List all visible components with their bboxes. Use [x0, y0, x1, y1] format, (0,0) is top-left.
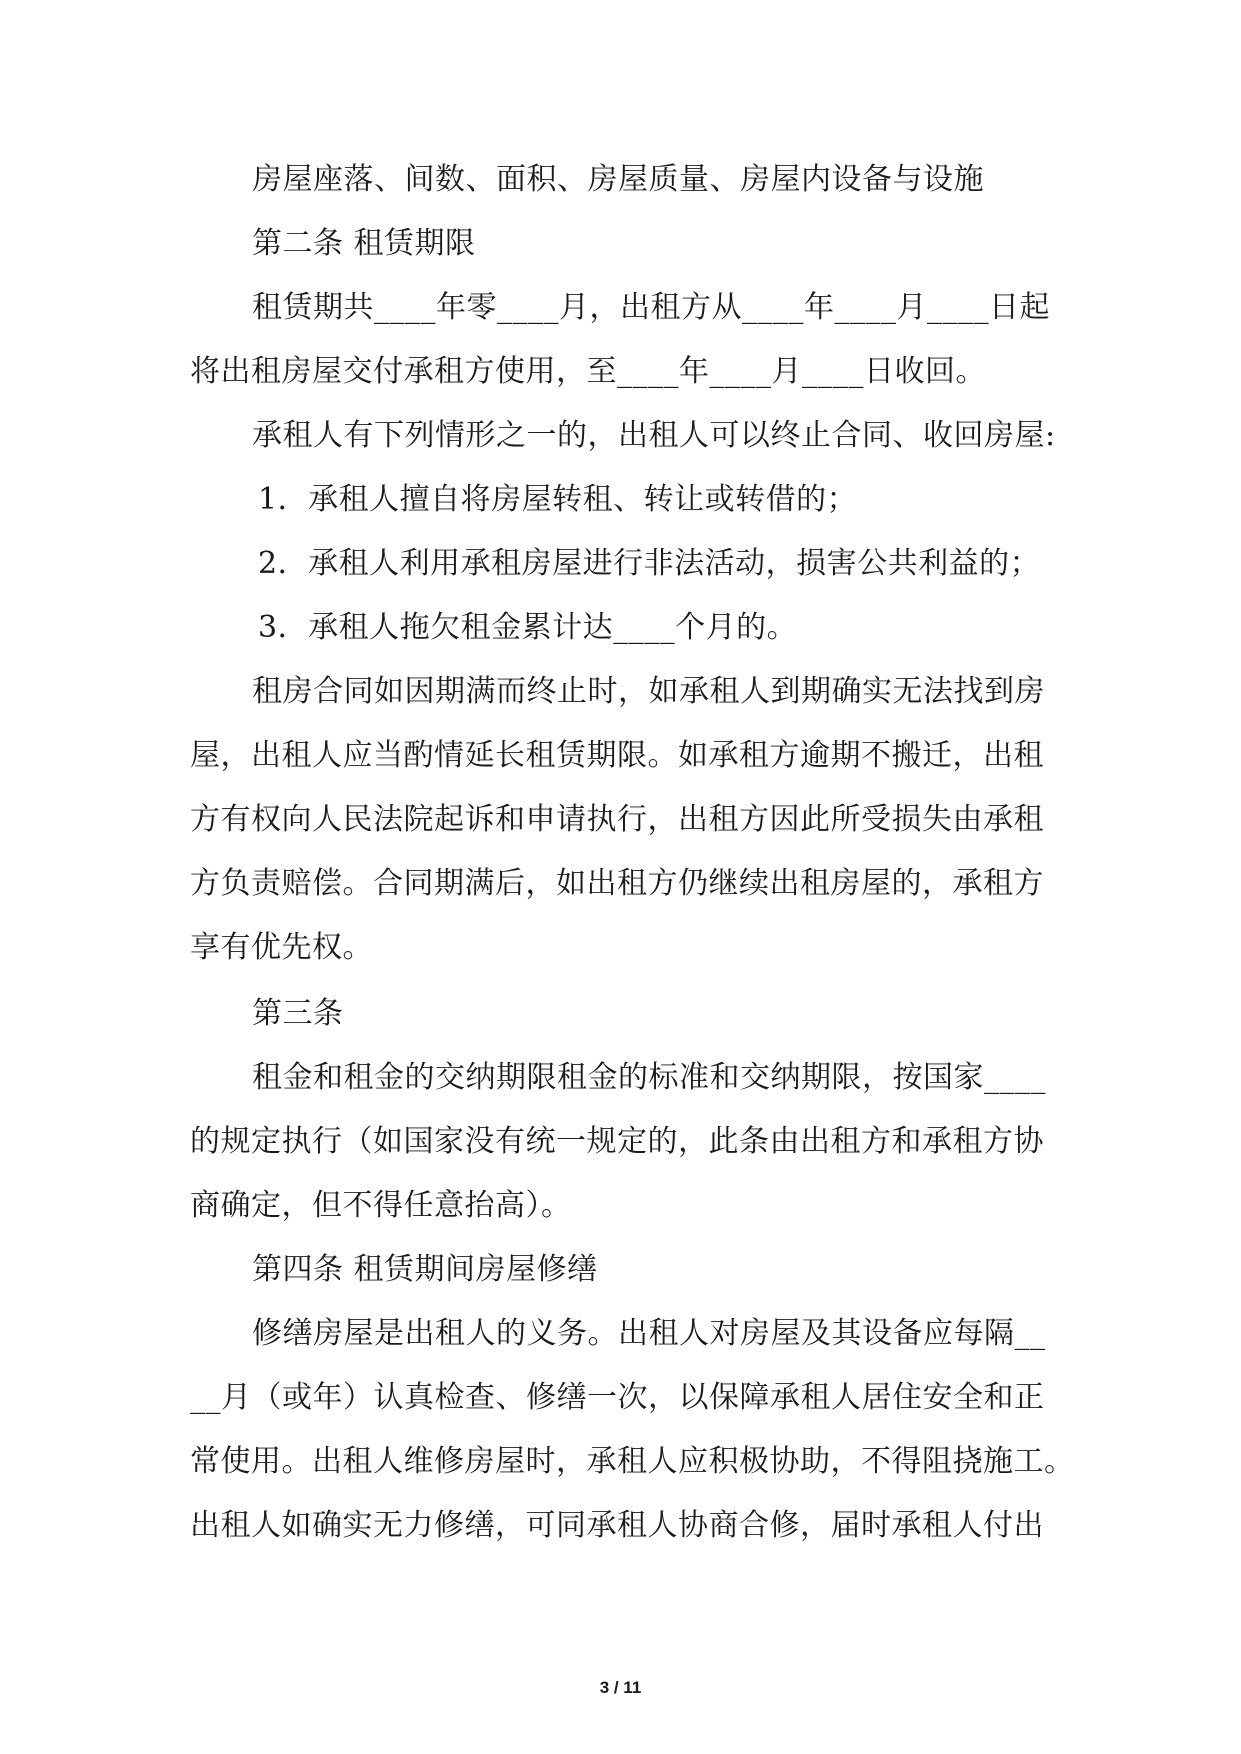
list-item: 2．承租人利用承租房屋进行非法活动，损害公共利益的；	[258, 546, 1041, 581]
body-text-line: 出租人如确实无力修缮，可同承租人协商合修，届时承租人付出	[190, 1508, 1044, 1543]
body-text-line: 常使用。出租人维修房屋时，承租人应积极协助，不得阻挠施工。	[190, 1444, 1075, 1479]
body-text-line: 承租人有下列情形之一的，出租人可以终止合同、收回房屋:	[252, 418, 1056, 453]
body-text-line: 享有优先权。	[190, 930, 373, 965]
list-item: 1．承租人擅自将房屋转租、转让或转借的；	[258, 482, 858, 517]
section-heading: 第三条	[252, 996, 344, 1031]
body-text-line: __月（或年）认真检查、修缮一次，以保障承租人居住安全和正	[190, 1380, 1045, 1415]
section-heading: 第四条 租赁期间房屋修缮	[252, 1252, 598, 1287]
body-text-line: 商确定，但不得任意抬高）。	[190, 1188, 572, 1223]
body-text-line: 的规定执行（如国家没有统一规定的，此条由出租方和承租方协	[190, 1124, 1044, 1159]
body-text-line: 将出租房屋交付承租方使用，至____年____月____日收回。	[190, 354, 986, 389]
body-text-line: 方负责赔偿。合同期满后，如出租方仍继续出租房屋的，承租方	[190, 866, 1044, 901]
body-text-line: 屋，出租人应当酌情延长租赁期限。如承租方逾期不搬迁，出租	[190, 738, 1044, 773]
section-heading: 第二条 租赁期限	[252, 226, 476, 261]
body-text-line: 方有权向人民法院起诉和申请执行，出租方因此所受损失由承租	[190, 802, 1044, 837]
body-text-line: 租赁期共____年零____月，出租方从____年____月____日起	[252, 290, 1050, 325]
page-number: 3 / 11	[599, 1678, 642, 1697]
body-text-line: 修缮房屋是出租人的义务。出租人对房屋及其设备应每隔__	[252, 1316, 1046, 1351]
body-text-line: 房屋座落、间数、面积、房屋质量、房屋内设备与设施	[252, 162, 984, 197]
body-text-line: 租金和租金的交纳期限租金的标准和交纳期限，按国家____	[252, 1060, 1046, 1095]
list-item: 3．承租人拖欠租金累计达____个月的。	[258, 610, 798, 645]
body-text-line: 租房合同如因期满而终止时，如承租人到期确实无法找到房	[252, 674, 1045, 709]
